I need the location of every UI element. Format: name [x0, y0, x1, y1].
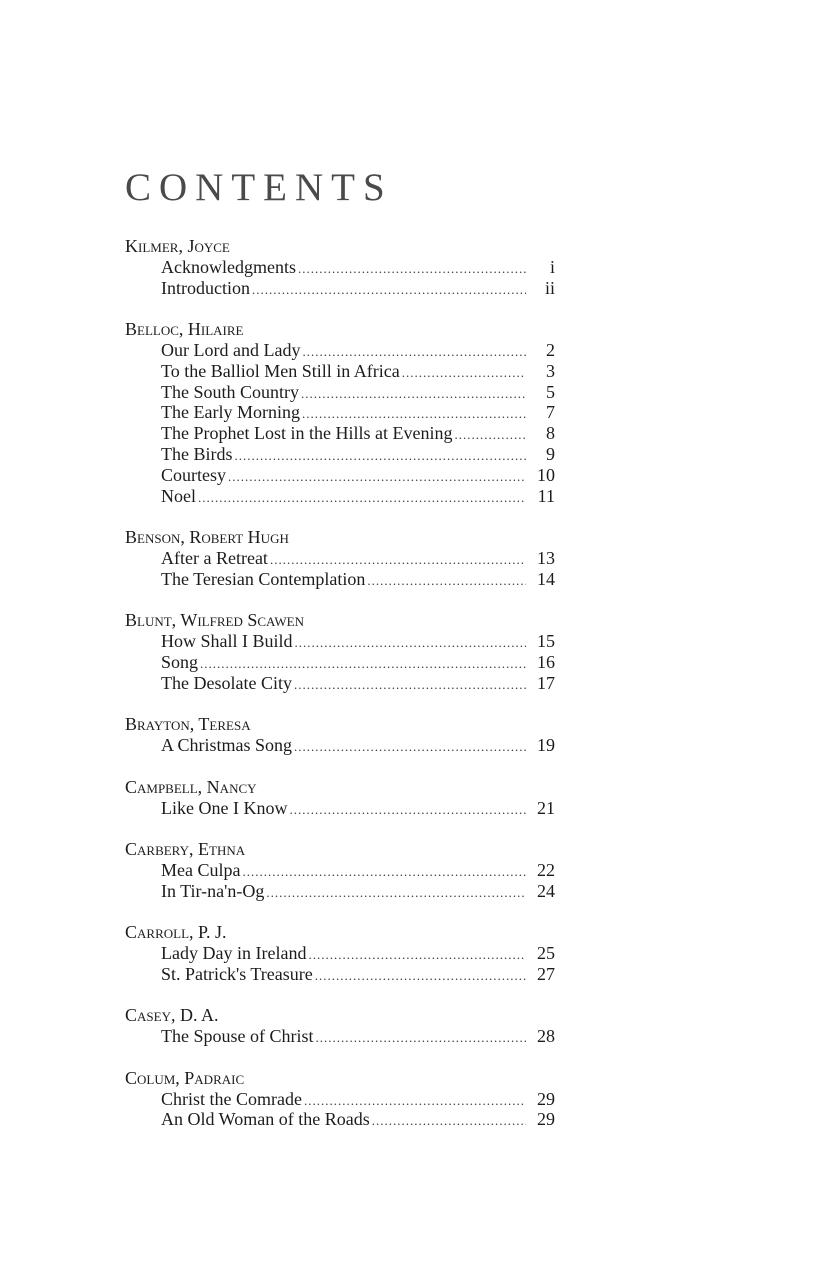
dot-leader: [402, 363, 526, 384]
dot-leader: [294, 737, 526, 758]
dot-leader: [294, 675, 526, 696]
toc-entry[interactable]: [125, 465, 555, 486]
toc-entry[interactable]: [125, 423, 555, 444]
page-number: 16: [537, 651, 555, 672]
toc-entry[interactable]: [125, 631, 555, 652]
entry-title: Like One I Know: [161, 797, 288, 818]
toc-entry[interactable]: [125, 340, 555, 361]
toc-entry[interactable]: [125, 860, 555, 881]
entry-title: The Early Morning: [161, 402, 300, 423]
author-name: Campbell, Nancy: [125, 776, 257, 797]
page-number: 27: [537, 963, 555, 984]
entry-title: Our Lord and Lady: [161, 339, 301, 360]
author-section: [125, 1068, 555, 1130]
page-number: 17: [537, 672, 555, 693]
author-name: Carbery, Ethna: [125, 839, 246, 860]
dot-leader: [315, 966, 526, 987]
toc-entry[interactable]: [125, 881, 555, 902]
dot-leader: [301, 384, 526, 405]
dot-leader: [295, 633, 526, 654]
entry-title: Mea Culpa: [161, 859, 241, 880]
page-number: 9: [546, 443, 555, 464]
toc-entry[interactable]: [125, 735, 555, 756]
dot-leader: [200, 654, 526, 675]
page-number: i: [549, 256, 555, 277]
author-section: [125, 236, 555, 298]
toc-entry[interactable]: [125, 964, 555, 985]
dot-leader: [270, 550, 526, 571]
entry-title: How Shall I Build: [161, 631, 293, 652]
page-number: 25: [537, 943, 555, 964]
page-number: ii: [544, 277, 555, 298]
entry-title: The South Country: [161, 381, 299, 402]
author-section: [125, 777, 555, 819]
author-section: [125, 839, 555, 901]
dot-leader: [316, 1028, 527, 1049]
dot-leader: [372, 1111, 526, 1132]
dot-leader: [302, 342, 526, 363]
toc-entry[interactable]: [125, 652, 555, 673]
toc-entry[interactable]: [125, 1089, 555, 1110]
dot-leader: [242, 862, 526, 883]
entry-title: A Christmas Song: [161, 735, 293, 756]
page-number: 11: [537, 485, 555, 506]
toc-entry[interactable]: [125, 548, 555, 569]
toc-entry[interactable]: [125, 444, 555, 465]
page-number: 19: [537, 735, 555, 756]
page-number: 29: [537, 1088, 555, 1109]
author-name: Benson, Robert Hugh: [125, 527, 289, 548]
entry-title: To the Balliol Men Still in Africa: [161, 360, 400, 381]
author-name: Colum, Padraic: [125, 1067, 245, 1088]
page-number: 29: [537, 1109, 555, 1130]
dot-leader: [302, 404, 526, 425]
dot-leader: [198, 488, 526, 509]
dot-leader: [228, 467, 526, 488]
entry-title: The Desolate City: [161, 672, 292, 693]
toc-entry[interactable]: [125, 257, 555, 278]
page-number: 13: [537, 547, 555, 568]
toc-entry[interactable]: [125, 278, 555, 299]
page-number: 2: [546, 339, 555, 360]
author-section: [125, 319, 555, 506]
page-number: 24: [537, 880, 555, 901]
author-name: Casey, D. A.: [125, 1005, 219, 1026]
table-of-contents: [125, 236, 555, 1151]
entry-title: Noel: [161, 485, 196, 506]
page-number: 28: [537, 1026, 555, 1047]
page-number: 14: [537, 568, 555, 589]
entry-title: An Old Woman of the Roads: [161, 1109, 370, 1130]
author-section: [125, 527, 555, 589]
dot-leader: [367, 571, 526, 592]
entry-title: Introduction: [161, 277, 250, 298]
page-number: 3: [546, 360, 555, 381]
author-section: [125, 714, 555, 756]
entry-title: Song: [161, 651, 199, 672]
author-name: Brayton, Teresa: [125, 714, 251, 735]
author-section: [125, 610, 555, 693]
toc-entry[interactable]: [125, 798, 555, 819]
dot-leader: [454, 425, 526, 446]
toc-entry[interactable]: [125, 402, 555, 423]
author-name: Blunt, Wilfred Scawen: [125, 610, 304, 631]
dot-leader: [235, 446, 527, 467]
entry-title: The Teresian Contemplation: [161, 568, 366, 589]
entry-title: Courtesy: [161, 464, 226, 485]
dot-leader: [308, 945, 526, 966]
entry-title: Lady Day in Ireland: [161, 943, 307, 964]
entry-title: The Prophet Lost in the Hills at Evening: [161, 423, 453, 444]
toc-entry[interactable]: [125, 361, 555, 382]
entry-title: The Birds: [161, 443, 233, 464]
toc-entry[interactable]: [125, 382, 555, 403]
author-name: Carroll, P. J.: [125, 922, 227, 943]
dot-leader: [304, 1091, 526, 1112]
page-title: CONTENTS: [125, 166, 393, 209]
page-number: 22: [537, 859, 555, 880]
author-section: [125, 922, 555, 984]
page-number: 21: [537, 797, 555, 818]
page-number: 8: [546, 423, 555, 444]
dot-leader: [289, 800, 526, 821]
dot-leader: [266, 883, 526, 904]
author-name: Belloc, Hilaire: [125, 319, 244, 340]
entry-title: The Spouse of Christ: [161, 1026, 314, 1047]
author-name: Kilmer, Joyce: [125, 236, 230, 256]
entry-title: Acknowledgments: [161, 256, 296, 277]
dot-leader: [298, 259, 526, 280]
toc-entry[interactable]: [125, 943, 555, 964]
page-number: 10: [537, 464, 555, 485]
entry-title: After a Retreat: [161, 547, 268, 568]
toc-entry[interactable]: [125, 569, 555, 590]
entry-title: Christ the Comrade: [161, 1088, 302, 1109]
entry-title: St. Patrick's Treasure: [161, 963, 313, 984]
toc-entry[interactable]: [125, 1109, 555, 1130]
page-number: 15: [537, 631, 555, 652]
dot-leader: [252, 280, 526, 301]
toc-entry[interactable]: [125, 1026, 555, 1047]
page-number: 7: [546, 402, 555, 423]
author-section: [125, 1005, 555, 1047]
page-number: 5: [546, 381, 555, 402]
toc-entry[interactable]: [125, 673, 555, 694]
entry-title: In Tir-na'n-Og: [161, 880, 265, 901]
toc-entry[interactable]: [125, 486, 555, 507]
